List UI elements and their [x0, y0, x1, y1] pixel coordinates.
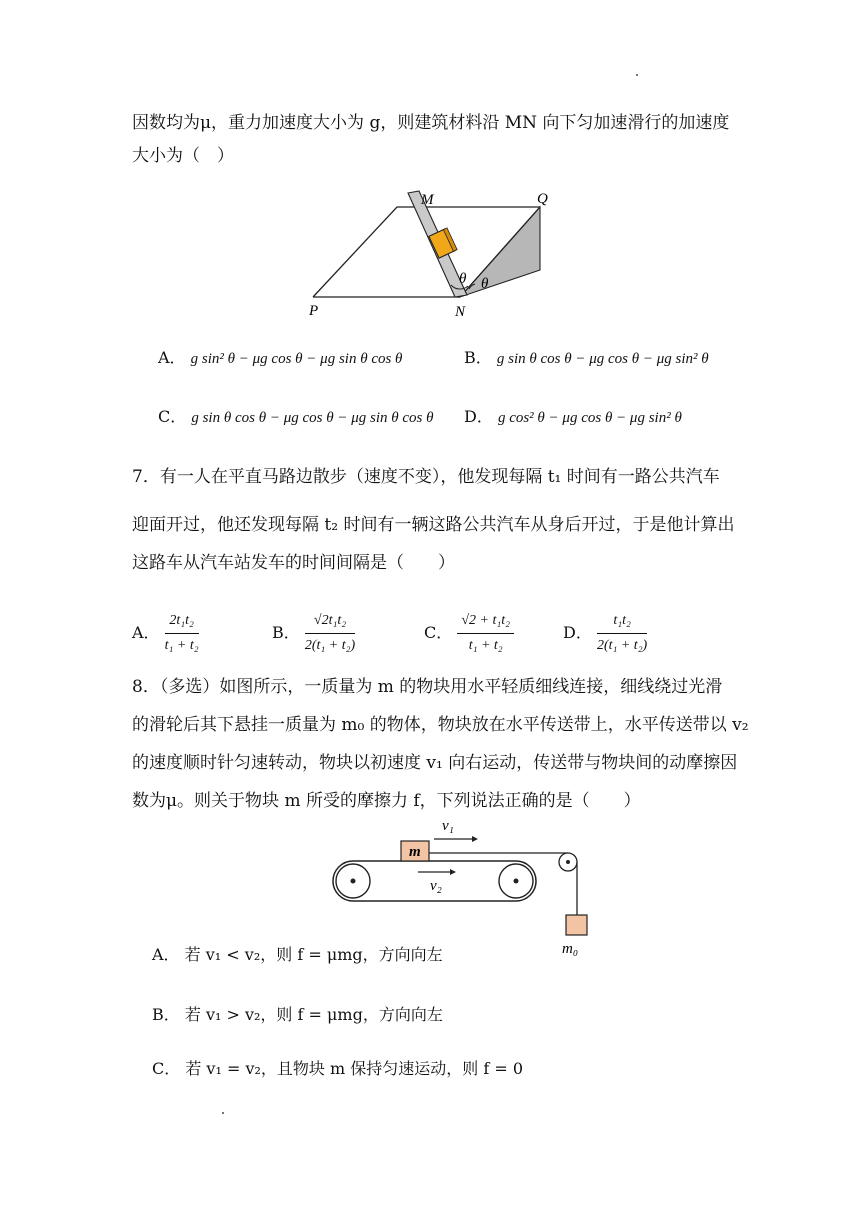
- q8-option-b-key: B．: [152, 1005, 180, 1024]
- page-mark-bottom: [222, 1112, 224, 1114]
- incline-figure: [305, 185, 565, 320]
- q6-option-a-expr: g sin² θ − μg cos θ − μg sin θ cos θ: [190, 351, 403, 367]
- label-m0: m₀: [562, 941, 579, 957]
- q6-option-b-expr: g sin θ cos θ − μg cos θ − μg sin² θ: [496, 351, 709, 367]
- q7-option-b[interactable]: [272, 610, 355, 657]
- q6-option-d-expr: g cos² θ − μg cos θ − μg sin² θ: [497, 410, 682, 426]
- label-P: P: [309, 303, 319, 319]
- q8-option-a-text: 若 v₁ < v₂，则 f = μmg，方向向左: [184, 945, 443, 964]
- q8-option-a[interactable]: [152, 944, 443, 966]
- label-v2: v₂: [430, 878, 442, 894]
- q6-option-a-key: A．: [158, 348, 186, 367]
- label-M: M: [421, 192, 434, 208]
- q8-line-4: 数为μ。则关于物块 m 所受的摩擦力 f，下列说法正确的是（ ）: [132, 791, 641, 811]
- q8-option-c[interactable]: [152, 1058, 523, 1080]
- q8-line-3: 的速度顺时针匀速转动，物块以初速度 v₁ 向右运动，传送带与物块间的动摩擦因: [132, 753, 738, 773]
- q6-option-b[interactable]: [464, 347, 709, 370]
- q7-option-d[interactable]: [563, 610, 647, 657]
- q7-line-3: 这路车从汽车站发车的时间间隔是（ ）: [132, 553, 455, 573]
- q7-option-a-num: 2t₁t₂: [165, 610, 199, 634]
- q7-option-a-den: t₁ + t₂: [164, 638, 199, 653]
- label-m: m: [409, 844, 421, 860]
- q7-option-a-key: A．: [132, 623, 160, 642]
- q6-line-1: 因数均为μ，重力加速度大小为 g，则建筑材料沿 MN 向下匀加速滑行的加速度: [132, 113, 730, 133]
- label-theta-1: θ: [459, 271, 467, 287]
- label-v1: v₁: [442, 818, 454, 834]
- q8-line-1: 8．（多选）如图所示，一质量为 m 的物块用水平轻质细线连接，细线绕过光滑: [132, 677, 723, 697]
- q7-option-b-num: √2t₁t₂: [305, 610, 355, 634]
- q7-option-c-key: C．: [424, 623, 453, 642]
- q6-option-c-expr: g sin θ cos θ − μg cos θ − μg sin θ cos θ: [191, 410, 434, 426]
- q7-option-b-den: 2(t₁ + t₂): [304, 638, 356, 653]
- q7-option-a-fraction: [165, 610, 199, 657]
- q8-option-b[interactable]: [152, 1004, 443, 1026]
- q6-option-b-key: B．: [464, 348, 492, 367]
- q7-option-c[interactable]: [424, 610, 514, 657]
- label-N: N: [455, 304, 466, 320]
- q6-option-c[interactable]: [158, 406, 433, 429]
- q7-line-1: 7．有一人在平直马路边散步（速度不变），他发现每隔 t₁ 时间有一路公共汽车: [132, 467, 720, 487]
- q8-option-a-key: A．: [152, 945, 180, 964]
- q8-line-2: 的滑轮后其下悬挂一质量为 m₀ 的物体，物块放在水平传送带上，水平传送带以 v₂: [132, 715, 749, 735]
- q6-option-c-key: C．: [158, 407, 187, 426]
- q8-option-c-text: 若 v₁ = v₂，且物块 m 保持匀速运动，则 f = 0: [185, 1059, 524, 1078]
- q8-option-b-text: 若 v₁ > v₂，则 f = μmg，方向向左: [184, 1005, 443, 1024]
- q7-option-b-fraction: [305, 610, 355, 657]
- q7-option-d-num: t₁t₂: [597, 610, 647, 634]
- conveyor-figure: [328, 808, 598, 960]
- q7-option-d-fraction: [597, 610, 647, 657]
- q6-option-a[interactable]: [158, 347, 402, 370]
- label-theta-2: θ: [481, 276, 489, 292]
- label-Q: Q: [537, 191, 548, 207]
- q7-option-d-den: 2(t₁ + t₂): [596, 638, 648, 653]
- q7-option-c-fraction: [457, 610, 514, 657]
- q7-option-c-den: t₁ + t₂: [468, 638, 503, 653]
- q7-option-b-key: B．: [272, 623, 300, 642]
- q7-line-2: 迎面开过，他还发现每隔 t₂ 时间有一辆这路公共汽车从身后开过，于是他计算出: [132, 515, 735, 535]
- q6-option-d-key: D．: [464, 407, 493, 426]
- q6-line-2: 大小为（ ）: [132, 146, 234, 166]
- q7-option-c-num: √2 + t₁t₂: [457, 610, 514, 634]
- q8-option-c-key: C．: [152, 1059, 181, 1078]
- q7-option-a[interactable]: [132, 610, 199, 657]
- page-mark: [636, 74, 638, 76]
- q6-option-d[interactable]: [464, 406, 682, 429]
- q7-option-d-key: D．: [563, 623, 592, 642]
